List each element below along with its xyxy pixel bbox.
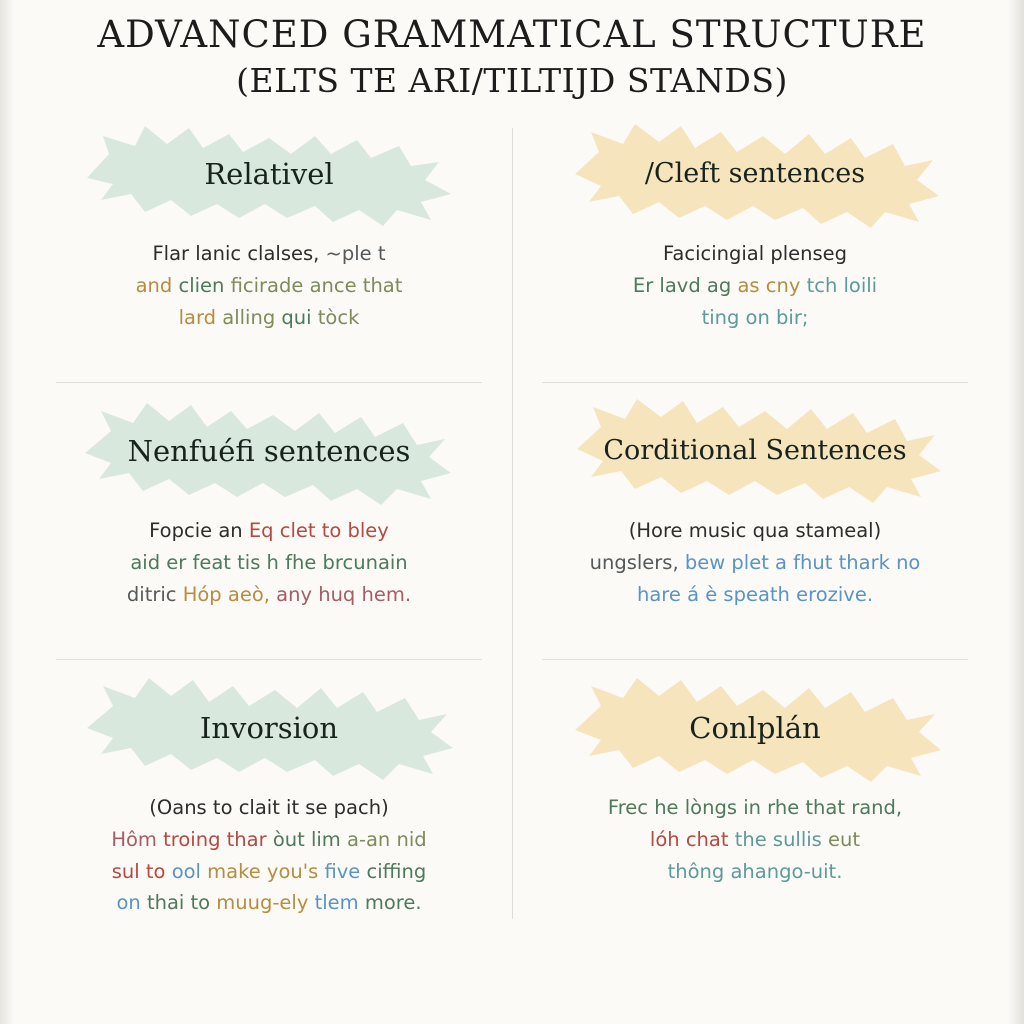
concept-line [48, 270, 490, 302]
concept-cell-complain [512, 668, 998, 945]
line-span: ficirade ance that [230, 274, 403, 298]
line-span: Hóp aeò, [182, 582, 277, 606]
line-span: Facicingial plenseg [662, 242, 848, 266]
line-span: ungslers, [589, 551, 685, 575]
line-span: clien [178, 274, 231, 298]
line-span: tch loili [806, 274, 878, 298]
concept-line [534, 515, 976, 547]
concept-heading: Invorsion [199, 711, 339, 746]
line-span: aid er feat tis h fhe brcunain [130, 551, 408, 575]
line-span: troing thar [163, 828, 273, 852]
line-span: alling [222, 305, 282, 329]
line-span: a-an nid [347, 828, 427, 852]
concept-line [48, 887, 490, 919]
line-span: (Oans to clait it se pach) [149, 796, 389, 820]
concept-lines [534, 238, 976, 333]
heading-burst-wrap [48, 674, 490, 782]
line-span: ciffing [366, 859, 427, 883]
concept-line [534, 824, 976, 856]
line-span: make you's [207, 859, 325, 883]
line-span: ool [171, 859, 208, 883]
concept-cell-cleft-sentences [512, 114, 998, 391]
line-span: bew plet a fhut thark no [684, 551, 921, 575]
concept-line [534, 270, 976, 302]
line-span: more. [364, 891, 422, 915]
concept-line [48, 579, 490, 611]
heading-burst-wrap [48, 397, 490, 505]
line-span: thai to [146, 891, 217, 915]
line-span: the sullis [734, 828, 829, 852]
line-span: Frec he lòngs in rhe that rand, [607, 796, 903, 820]
line-span: qui [281, 305, 318, 329]
line-span: lóh chat [649, 828, 735, 852]
line-span: tòck [317, 305, 360, 329]
concept-line [534, 238, 976, 270]
concept-line [48, 302, 490, 334]
line-span: sul to [111, 859, 172, 883]
line-span: muug-ely [216, 891, 315, 915]
page-title: ADVANCED GRAMMATICAL STRUCTURE [97, 13, 927, 56]
heading-burst-wrap [48, 120, 490, 228]
line-span: ting on bir; [701, 305, 809, 329]
line-span: Hôm [111, 828, 164, 852]
line-span: tlem [314, 891, 365, 915]
concept-line [534, 856, 976, 888]
concept-line [48, 824, 490, 856]
concept-cell-nominal-sentences [26, 391, 512, 668]
line-span: Eq clet to bley [248, 519, 389, 543]
concept-line [534, 792, 976, 824]
line-span: lard [178, 305, 223, 329]
concept-line [534, 579, 976, 611]
concept-lines [48, 238, 490, 333]
line-span: five [324, 859, 367, 883]
concept-lines [48, 515, 490, 610]
page-subtitle: (ELTS TE ARI/TILTIJD STANDS) [236, 60, 788, 100]
concept-line [534, 302, 976, 334]
line-span: ~ple t [325, 242, 386, 266]
line-span: thông ahango-uit. [667, 859, 843, 883]
concept-heading: Nenfuéfi sentences [127, 434, 411, 469]
concept-line [48, 515, 490, 547]
heading-burst-wrap [534, 674, 976, 782]
line-span: Er lavd ag [632, 274, 738, 298]
line-span: any huq hem. [276, 582, 412, 606]
line-span: and [135, 274, 179, 298]
line-span: as cny [737, 274, 807, 298]
concept-heading: Relativel [204, 157, 334, 192]
line-span: Fopcie an [149, 519, 249, 543]
line-span: eut [828, 828, 861, 852]
concept-line [48, 856, 490, 888]
concept-grid [26, 114, 998, 945]
concept-line [48, 238, 490, 270]
concept-lines [534, 792, 976, 887]
concept-line [48, 547, 490, 579]
concept-lines [48, 792, 490, 918]
heading-burst-wrap [534, 120, 976, 228]
concept-line [48, 792, 490, 824]
concept-lines [534, 515, 976, 610]
line-span: (Hore music qua stameal) [628, 519, 882, 543]
concept-cell-relative-clauses [26, 114, 512, 391]
concept-heading: /Cleft sentences [644, 158, 866, 190]
line-span: Flar lanic clalses, [152, 242, 326, 266]
line-span: òut lim [272, 828, 347, 852]
line-span: hare á è speath erozive. [636, 582, 874, 606]
concept-heading: Conlplán [689, 711, 821, 746]
concept-cell-conditional-sentences [512, 391, 998, 668]
heading-burst-wrap [534, 397, 976, 505]
concept-line [534, 547, 976, 579]
concept-heading: Corditional Sentences [603, 435, 907, 467]
poster-title-block [26, 10, 998, 100]
line-span: on [116, 891, 147, 915]
concept-cell-inversion [26, 668, 512, 945]
line-span: ditric [126, 582, 183, 606]
